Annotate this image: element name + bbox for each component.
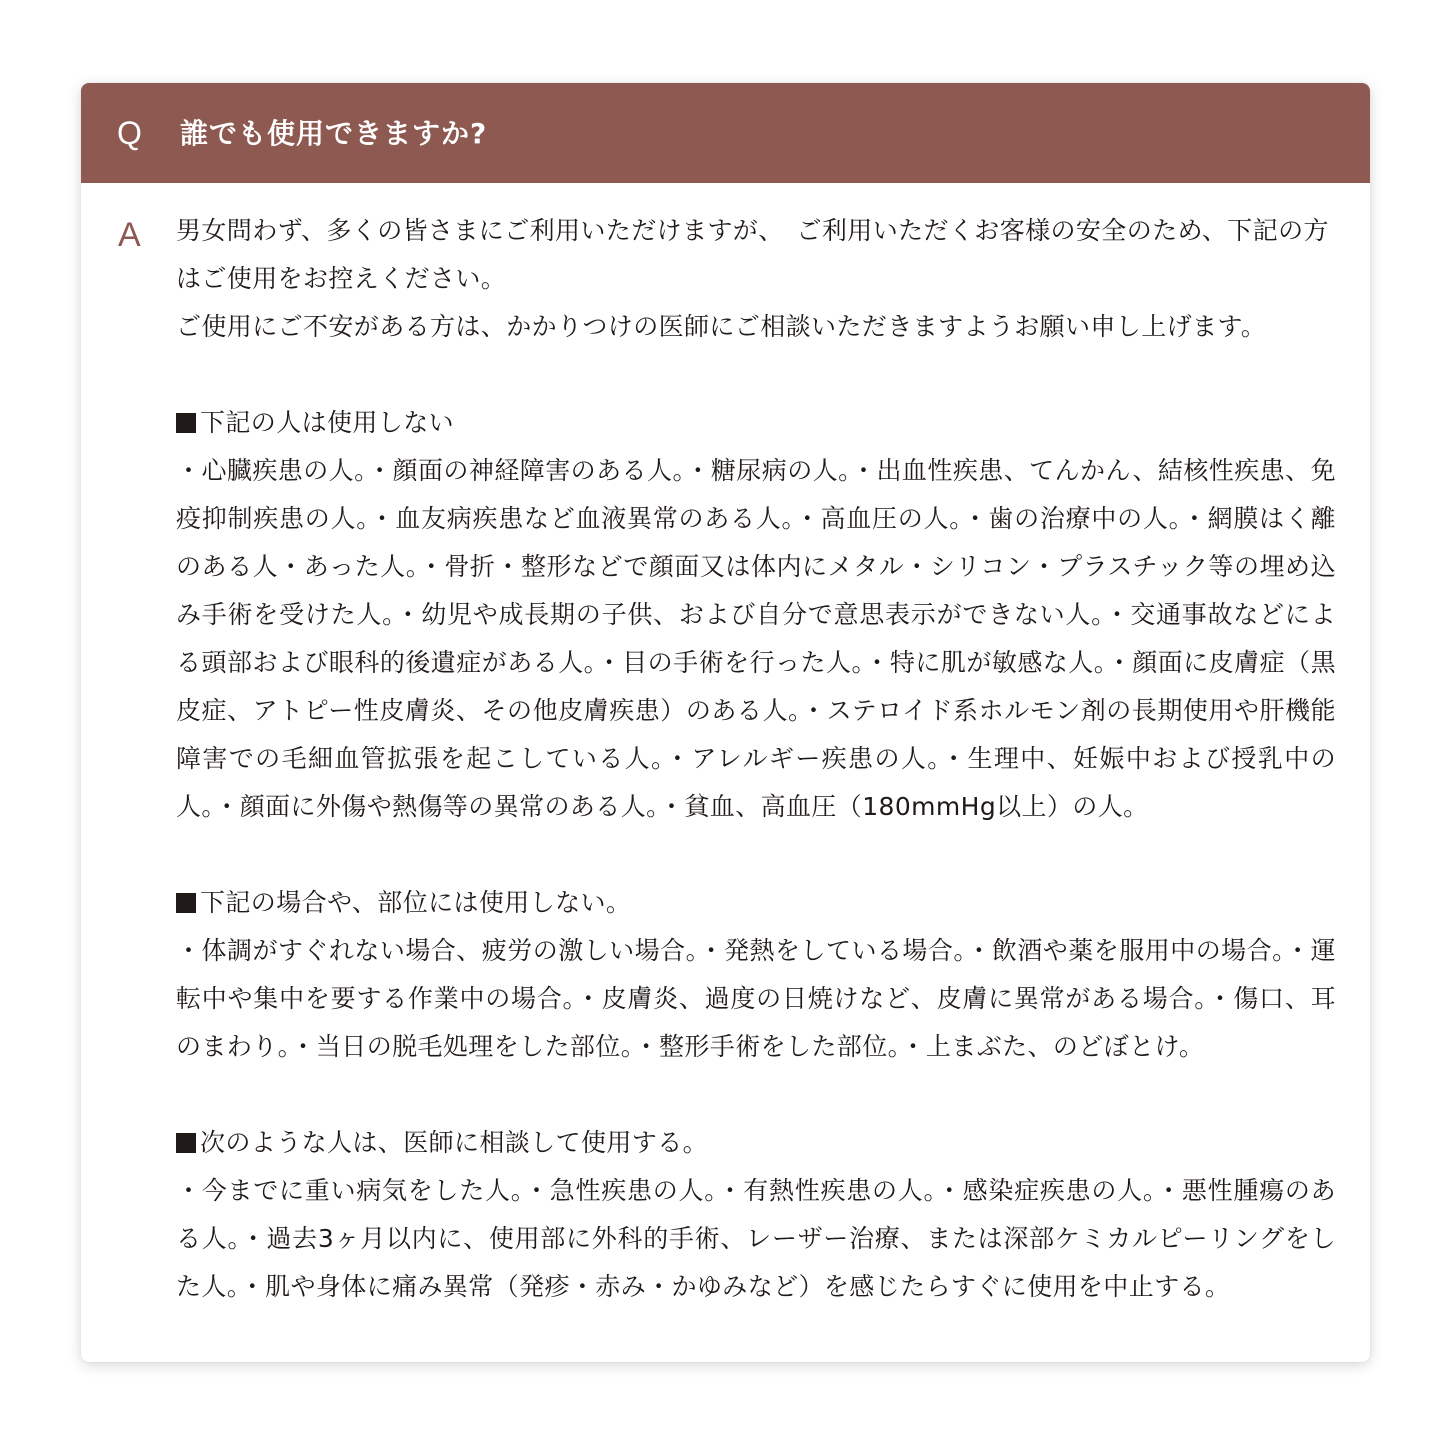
question-mark: Q [117, 115, 143, 151]
square-bullet-icon [176, 893, 196, 913]
answer-intro-2: ご使用にご不安がある方は、かかりつけの医師にご相談いただきますようお願い申し上げます。 [176, 312, 1267, 341]
answer-intro: 男女問わず、多くの皆さまにご利用いただけますが、 ご利用いただくお客様の安全のため、下記の方はご使用をお控えください。 [176, 216, 1329, 293]
section-title: 下記の人は使用しない [176, 399, 1336, 447]
square-bullet-icon [176, 413, 196, 433]
spacer [176, 1071, 1336, 1119]
section-items: ・今までに重い病気をした人。・急性疾患の人。・有熱性疾患の人。・感染症疾患の人。・悪性腫瘍のある人。・過去3ヶ月以内に、使用部に外科的手術、レーザー治療、または深部ケミカルピーリングをした人。・肌や身体に痛み異常（発疹・赤み・かゆみなど）を感じたらすぐに使用を中止する。 [176, 1176, 1336, 1301]
section-items: ・心臓疾患の人。・顔面の神経障害のある人。・糖尿病の人。・出血性疾患、てんかん、結核性疾患、免疫抑制疾患の人。・血友病疾患など血液異常のある人。・高血圧の人。・歯の治療中の人。・網膜はく離のある人・あった人。・骨折・整形などで顔面又は体内にメタル・シリコン・プラスチック等の埋め込み手術を受けた人。・幼児や成長期の子供、および自分で意思表示ができない人。・交通事故などによる頭部および眼科的後遺症がある人。・目の手術を行った人。・特に肌が敏感な人。・顔面に皮膚症（黒皮症、アトピー性皮膚炎、その他皮膚疾患）のある人。・ステロイド系ホルモン剤の長期使用や肝機能障害での毛細血管拡張を起こしている人。・アレルギー疾患の人。・生理中、妊娠中および授乳中の人。・顔面に外傷や熱傷等の異常のある人。・貧血、高血圧（180mmHg以上）の人。 [176, 456, 1336, 821]
faq-card [81, 83, 1370, 1362]
section-items: ・体調がすぐれない場合、疲労の激しい場合。・発熱をしている場合。・飲酒や薬を服用中の場合。・運転中や集中を要する作業中の場合。・皮膚炎、過度の日焼けなど、皮膚に異常がある場合。・傷口、耳のまわり。・当日の脱毛処理をした部位。・整形手術をした部位。・上まぶた、のどぼとけ。 [176, 936, 1336, 1061]
section-title: 次のような人は、医師に相談して使用する。 [176, 1119, 1336, 1167]
question-header [81, 83, 1370, 183]
answer-mark: A [118, 216, 141, 254]
section-title: 下記の場合や、部位には使用しない。 [176, 879, 1336, 927]
answer-body [176, 207, 1336, 1311]
spacer [176, 831, 1336, 879]
question-text: 誰でも使用できますか? [180, 117, 488, 150]
spacer [176, 351, 1336, 399]
square-bullet-icon [176, 1133, 196, 1153]
